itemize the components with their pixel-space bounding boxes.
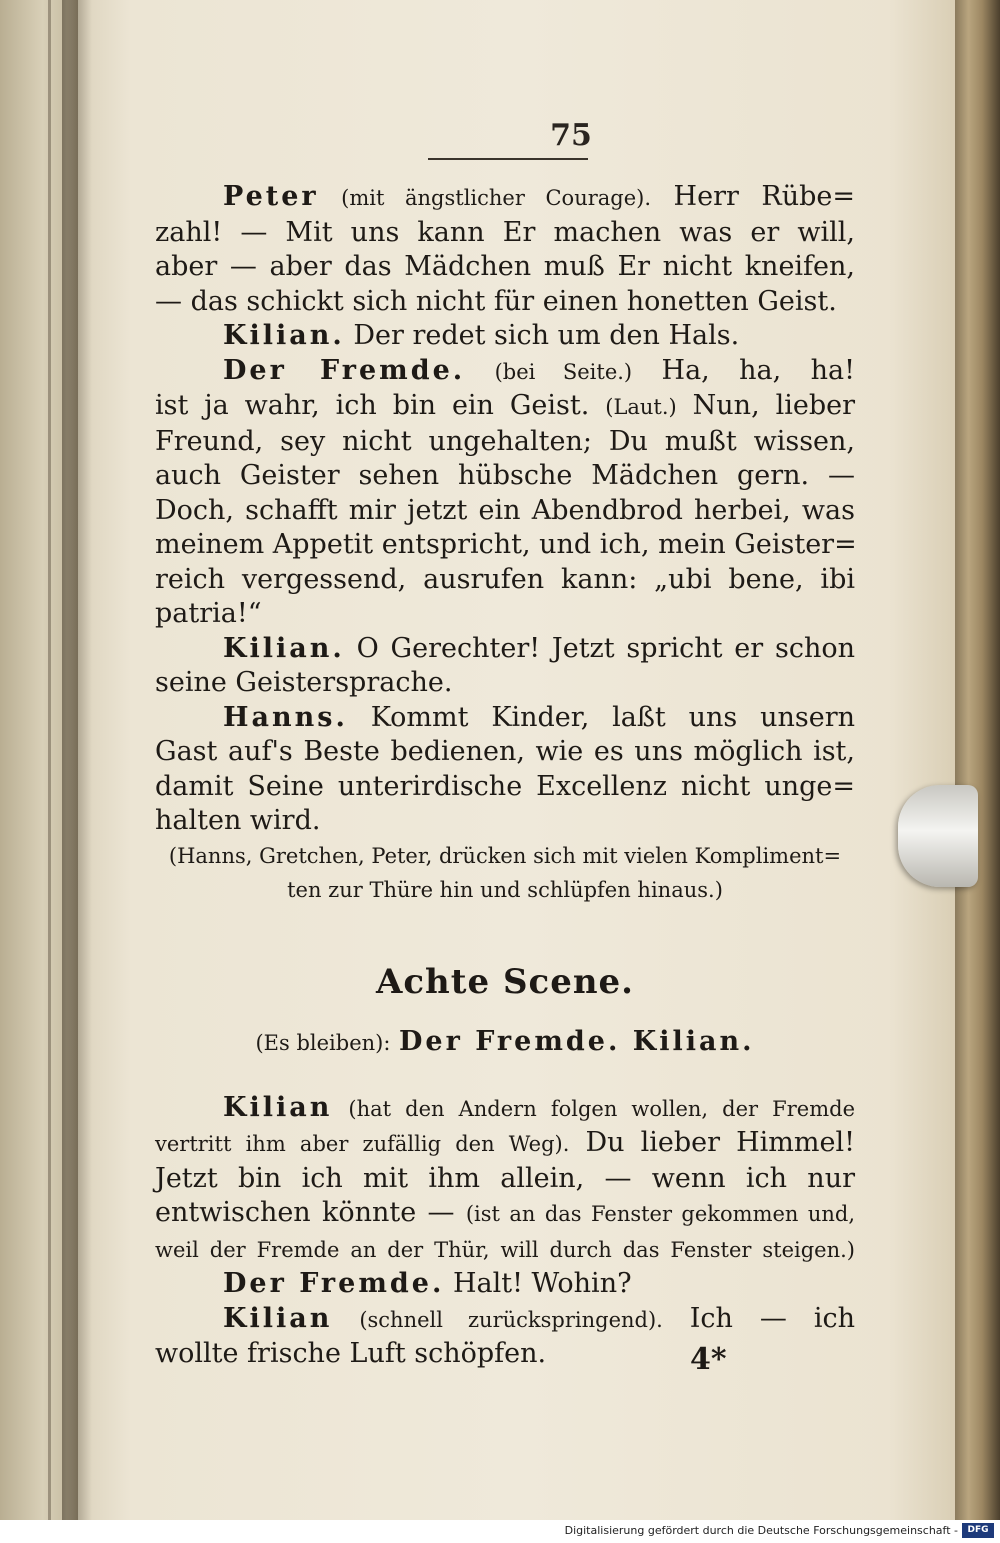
line-text: patria!“	[155, 598, 262, 629]
stage-direction: vertritt ihm aber zufällig den Weg).	[155, 1132, 570, 1156]
text-line	[155, 1126, 855, 1162]
speaker-name: Peter	[223, 181, 319, 212]
cast-names: Der Fremde. Kilian.	[399, 1026, 755, 1057]
text-line	[155, 528, 855, 563]
line-text: reich vergessend, ausrufen kann: „ubi bene, ibi	[155, 563, 855, 595]
speaker-name: Der Fremde.	[223, 1268, 445, 1299]
credit-text: Digitalisierung gefördert durch die Deutsche Forschungsgemeinschaft -	[564, 1524, 958, 1537]
stage-direction: (ist an das Fenster gekommen und,	[465, 1202, 856, 1226]
text-line	[155, 597, 855, 632]
book-page	[78, 0, 960, 1520]
speaker-name: Kilian	[223, 1302, 333, 1334]
text-line	[155, 285, 855, 320]
text-line	[155, 494, 855, 529]
credit-bar	[0, 1520, 1000, 1543]
line-text: O Gerechter! Jetzt spricht er schon	[356, 632, 855, 664]
line-text: Gast auf's Beste bedienen, wie es uns möglich ist,	[155, 736, 855, 767]
page-text	[155, 180, 855, 1372]
scene-heading: Achte Scene.	[375, 961, 635, 1002]
text-line	[155, 1302, 855, 1338]
text-line	[155, 389, 855, 425]
line-text: Der redet sich um den Hals.	[353, 320, 740, 351]
text-line	[155, 632, 855, 667]
text-line	[155, 250, 855, 285]
speaker-name: Der Fremde.	[223, 354, 466, 386]
line-text: Halt! Wohin?	[452, 1268, 632, 1299]
dialogue-block-2	[155, 1091, 855, 1372]
cast-stage-direction: (Es bleiben):	[255, 1031, 391, 1055]
line-text: Doch, schafft mir jetzt ein Abendbrod herbei, was	[155, 494, 855, 526]
text-line	[155, 1091, 855, 1127]
line-text: auch Geister sehen hübsche Mädchen gern. —	[155, 460, 855, 491]
stage-direction: (Laut.)	[605, 395, 677, 419]
line-text: Freund, sey nicht ungehalten; Du mußt wissen,	[155, 425, 855, 457]
line-text: Herr Rübe=	[673, 181, 855, 212]
text-line	[155, 735, 855, 770]
text-line	[155, 459, 855, 494]
text-line	[155, 180, 855, 216]
line-text: halten wird.	[155, 805, 321, 836]
text-line	[155, 216, 855, 251]
text-line	[155, 1267, 855, 1302]
text-line	[155, 1162, 855, 1197]
line-text: meinem Appetit entspricht, und ich, mein Geister=	[155, 529, 857, 560]
stage-direction-1-line-2: ten zur Thüre hin und schlüpfen hinaus.)	[287, 877, 723, 902]
text-line	[155, 1337, 855, 1372]
text-line	[155, 701, 855, 736]
stage-direction: (bei Seite.)	[494, 359, 633, 384]
line-text: ist ja wahr, ich bin ein Geist.	[155, 390, 590, 421]
stage-direction: (hat den Andern folgen wollen, der Fremde	[348, 1096, 855, 1121]
stage-direction: (mit ängstlicher Courage).	[341, 186, 652, 210]
line-text: seine Geistersprache.	[155, 667, 453, 698]
header-rule	[428, 158, 588, 160]
dfg-logo: DFG	[962, 1523, 994, 1538]
text-line	[155, 1196, 855, 1232]
line-text: aber — aber das Mädchen muß Er nicht kneifen,	[155, 251, 855, 282]
book-edge	[955, 0, 1000, 1520]
text-line	[155, 770, 855, 805]
line-text: Kommt Kinder, laßt uns unsern	[370, 701, 855, 733]
speaker-name: Kilian	[223, 1091, 333, 1123]
text-line	[155, 1232, 855, 1268]
text-line	[155, 354, 855, 390]
scene-cast	[155, 1025, 855, 1061]
line-text: Jetzt bin ich mit ihm allein, — wenn ich nur	[155, 1162, 855, 1194]
line-text: Ha, ha, ha!	[661, 354, 855, 386]
line-text: — das schickt sich nicht für einen honetten Geist.	[155, 285, 837, 317]
signature-mark: 4*	[690, 1342, 727, 1377]
page-clip	[898, 785, 978, 887]
stage-direction: weil der Fremde an der Thür, will durch das Fenster steigen.)	[155, 1237, 855, 1262]
gutter-shadow	[62, 0, 92, 1520]
line-text: Ich — ich	[689, 1302, 855, 1334]
line-text: wollte frische Luft schöpfen.	[155, 1338, 547, 1369]
stage-direction: (schnell zurückspringend).	[359, 1307, 663, 1332]
dialogue-block-1	[155, 180, 855, 839]
text-line	[155, 425, 855, 460]
page-number: 75	[550, 118, 592, 153]
line-text: damit Seine unterirdische Excellenz nicht unge=	[155, 770, 855, 802]
speaker-name: Kilian.	[223, 632, 345, 664]
text-line	[155, 666, 855, 701]
page-edge-line	[48, 0, 51, 1520]
text-line	[155, 804, 855, 839]
line-text: Nun, lieber	[692, 390, 855, 421]
text-line	[155, 319, 855, 354]
stage-direction-1-line-1: (Hanns, Gretchen, Peter, drücken sich mit vielen Kompliment=	[168, 843, 842, 868]
speaker-name: Hanns.	[223, 701, 348, 733]
line-text: entwischen könnte —	[155, 1197, 455, 1228]
text-line	[155, 563, 855, 598]
speaker-name: Kilian.	[223, 320, 345, 351]
line-text: Du lieber Himmel!	[585, 1127, 855, 1158]
line-text: zahl! — Mit uns kann Er machen was er will,	[155, 216, 855, 248]
